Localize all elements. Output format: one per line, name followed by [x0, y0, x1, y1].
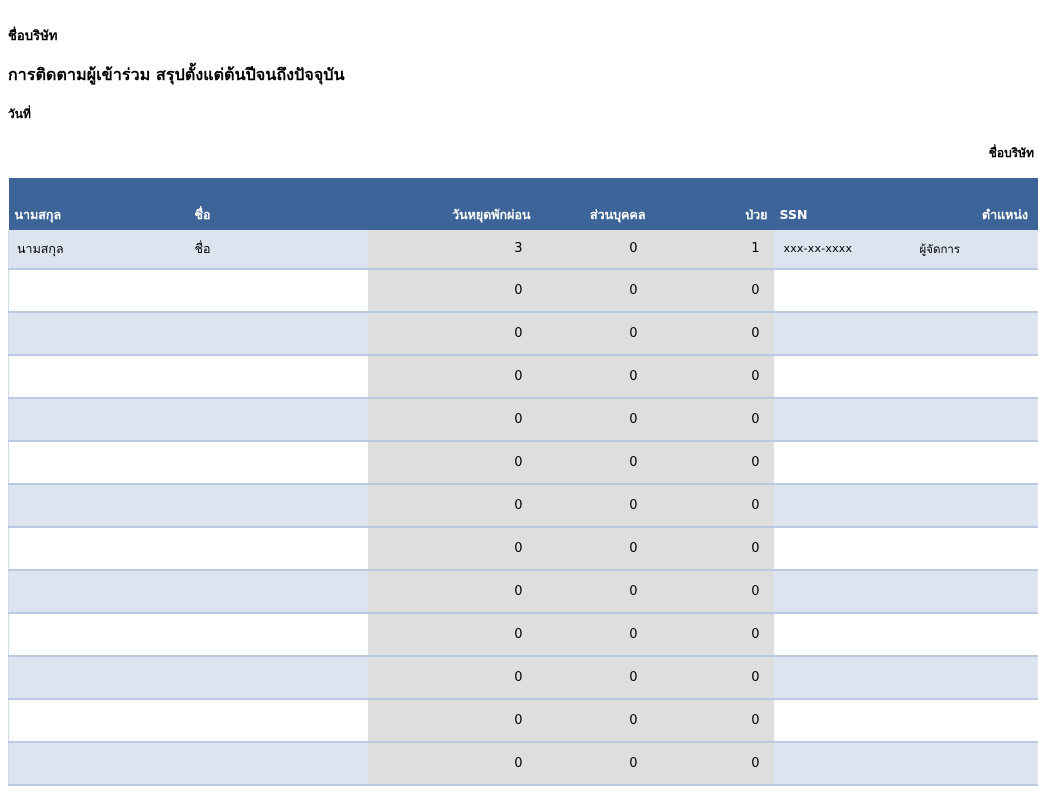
cell-position[interactable]: [896, 656, 1038, 699]
cell-position[interactable]: [896, 312, 1038, 355]
cell-last-name[interactable]: [9, 656, 189, 699]
cell-position[interactable]: [896, 355, 1038, 398]
cell-vacation[interactable]: 0: [368, 613, 537, 656]
table-row[interactable]: [9, 398, 1038, 441]
cell-personal[interactable]: 0: [537, 355, 652, 398]
cell-vacation[interactable]: 3: [368, 230, 537, 269]
cell-last-name[interactable]: [9, 699, 189, 742]
cell-position[interactable]: [896, 613, 1038, 656]
cell-first-name[interactable]: ชื่อ: [189, 230, 368, 269]
cell-personal[interactable]: 0: [537, 613, 652, 656]
table-header-row: [9, 178, 1038, 230]
cell-sick[interactable]: 0: [652, 613, 774, 656]
cell-last-name[interactable]: [9, 527, 189, 570]
table-body: [9, 230, 1038, 785]
cell-last-name[interactable]: นามสกุล: [9, 230, 189, 269]
cell-personal[interactable]: 0: [537, 699, 652, 742]
cell-first-name[interactable]: [189, 656, 368, 699]
company-name-heading: ชื่อบริษัท: [8, 29, 58, 44]
column-header-sick[interactable]: ป่วย: [745, 207, 768, 222]
column-header-position[interactable]: ตำแหน่ง: [981, 207, 1029, 222]
cell-personal[interactable]: 0: [537, 656, 652, 699]
table-row[interactable]: [9, 699, 1038, 742]
cell-first-name[interactable]: [189, 570, 368, 613]
cell-ssn[interactable]: [774, 269, 896, 312]
cell-last-name[interactable]: [9, 441, 189, 484]
cell-first-name[interactable]: [189, 269, 368, 312]
cell-personal[interactable]: 0: [537, 484, 652, 527]
table-row[interactable]: [9, 527, 1038, 570]
cell-position[interactable]: [896, 699, 1038, 742]
attendance-table: [8, 178, 1038, 786]
cell-position[interactable]: [896, 484, 1038, 527]
cell-last-name[interactable]: [9, 570, 189, 613]
cell-personal[interactable]: 0: [537, 570, 652, 613]
column-header-personal[interactable]: ส่วนบุคคล: [589, 207, 646, 222]
cell-vacation[interactable]: 0: [368, 312, 537, 355]
table-row[interactable]: [9, 312, 1038, 355]
cell-sick[interactable]: 0: [652, 742, 774, 785]
cell-vacation[interactable]: 0: [368, 269, 537, 312]
cell-vacation[interactable]: 0: [368, 742, 537, 785]
table-row[interactable]: [9, 230, 1038, 269]
cell-vacation[interactable]: 0: [368, 656, 537, 699]
cell-position[interactable]: [896, 398, 1038, 441]
cell-ssn[interactable]: [774, 656, 896, 699]
table-row[interactable]: [9, 656, 1038, 699]
cell-personal[interactable]: 0: [537, 398, 652, 441]
cell-last-name[interactable]: [9, 269, 189, 312]
column-header-vacation[interactable]: วันหยุดพักผ่อน: [452, 207, 531, 222]
cell-sick[interactable]: 0: [652, 312, 774, 355]
cell-first-name[interactable]: [189, 484, 368, 527]
cell-sick[interactable]: 0: [652, 527, 774, 570]
cell-ssn[interactable]: [774, 355, 896, 398]
cell-ssn[interactable]: [774, 441, 896, 484]
cell-sick[interactable]: 0: [652, 699, 774, 742]
cell-last-name[interactable]: [9, 742, 189, 785]
cell-ssn[interactable]: xxx-xx-xxxx: [774, 230, 896, 269]
cell-first-name[interactable]: [189, 742, 368, 785]
cell-vacation[interactable]: 0: [368, 398, 537, 441]
table-row[interactable]: [9, 742, 1038, 785]
table-row[interactable]: [9, 441, 1038, 484]
cell-first-name[interactable]: [189, 613, 368, 656]
cell-sick[interactable]: 0: [652, 570, 774, 613]
company-name-right-heading: ชื่อบริษัท: [988, 146, 1034, 160]
table-row[interactable]: [9, 570, 1038, 613]
cell-ssn[interactable]: [774, 484, 896, 527]
cell-vacation[interactable]: 0: [368, 484, 537, 527]
column-header-last-name[interactable]: นามสกุล: [14, 207, 62, 222]
cell-sick[interactable]: 0: [652, 398, 774, 441]
cell-position[interactable]: [896, 269, 1038, 312]
column-header-first-name[interactable]: ชื่อ: [194, 207, 211, 222]
cell-vacation[interactable]: 0: [368, 441, 537, 484]
cell-ssn[interactable]: [774, 613, 896, 656]
cell-personal[interactable]: 0: [537, 269, 652, 312]
cell-ssn[interactable]: [774, 312, 896, 355]
cell-ssn[interactable]: [774, 570, 896, 613]
table-row[interactable]: [9, 613, 1038, 656]
cell-first-name[interactable]: [189, 699, 368, 742]
cell-vacation[interactable]: 0: [368, 527, 537, 570]
cell-ssn[interactable]: [774, 398, 896, 441]
cell-personal[interactable]: 0: [537, 312, 652, 355]
cell-position[interactable]: [896, 527, 1038, 570]
cell-position[interactable]: [896, 570, 1038, 613]
cell-position[interactable]: [896, 742, 1038, 785]
cell-ssn[interactable]: [774, 742, 896, 785]
cell-last-name[interactable]: [9, 398, 189, 441]
cell-last-name[interactable]: [9, 355, 189, 398]
cell-ssn[interactable]: [774, 527, 896, 570]
cell-personal[interactable]: 0: [537, 230, 652, 269]
cell-position[interactable]: [896, 441, 1038, 484]
cell-first-name[interactable]: [189, 398, 368, 441]
cell-ssn[interactable]: [774, 699, 896, 742]
cell-sick[interactable]: 0: [652, 355, 774, 398]
date-label: วันที่: [8, 107, 31, 121]
table-row[interactable]: [9, 484, 1038, 527]
cell-vacation[interactable]: 0: [368, 570, 537, 613]
cell-first-name[interactable]: [189, 355, 368, 398]
table-row[interactable]: [9, 355, 1038, 398]
cell-position[interactable]: ผู้จัดการ: [896, 230, 1038, 269]
cell-sick[interactable]: 0: [652, 269, 774, 312]
table-row[interactable]: [9, 269, 1038, 312]
cell-last-name[interactable]: [9, 613, 189, 656]
cell-sick[interactable]: 0: [652, 656, 774, 699]
cell-sick[interactable]: 0: [652, 441, 774, 484]
cell-personal[interactable]: 0: [537, 742, 652, 785]
table-header: [9, 178, 1038, 230]
cell-last-name[interactable]: [9, 312, 189, 355]
page-title: การติดตามผู้เข้าร่วม สรุปตั้งแต่ต้นปีจนถึงปัจจุบัน: [8, 65, 345, 84]
cell-first-name[interactable]: [189, 312, 368, 355]
cell-last-name[interactable]: [9, 484, 189, 527]
cell-personal[interactable]: 0: [537, 441, 652, 484]
document-header: [8, 28, 1030, 123]
cell-sick[interactable]: 0: [652, 484, 774, 527]
cell-personal[interactable]: 0: [537, 527, 652, 570]
cell-sick[interactable]: 1: [652, 230, 774, 269]
cell-first-name[interactable]: [189, 527, 368, 570]
column-header-ssn[interactable]: SSN: [779, 207, 808, 222]
cell-vacation[interactable]: 0: [368, 355, 537, 398]
cell-first-name[interactable]: [189, 441, 368, 484]
cell-vacation[interactable]: 0: [368, 699, 537, 742]
